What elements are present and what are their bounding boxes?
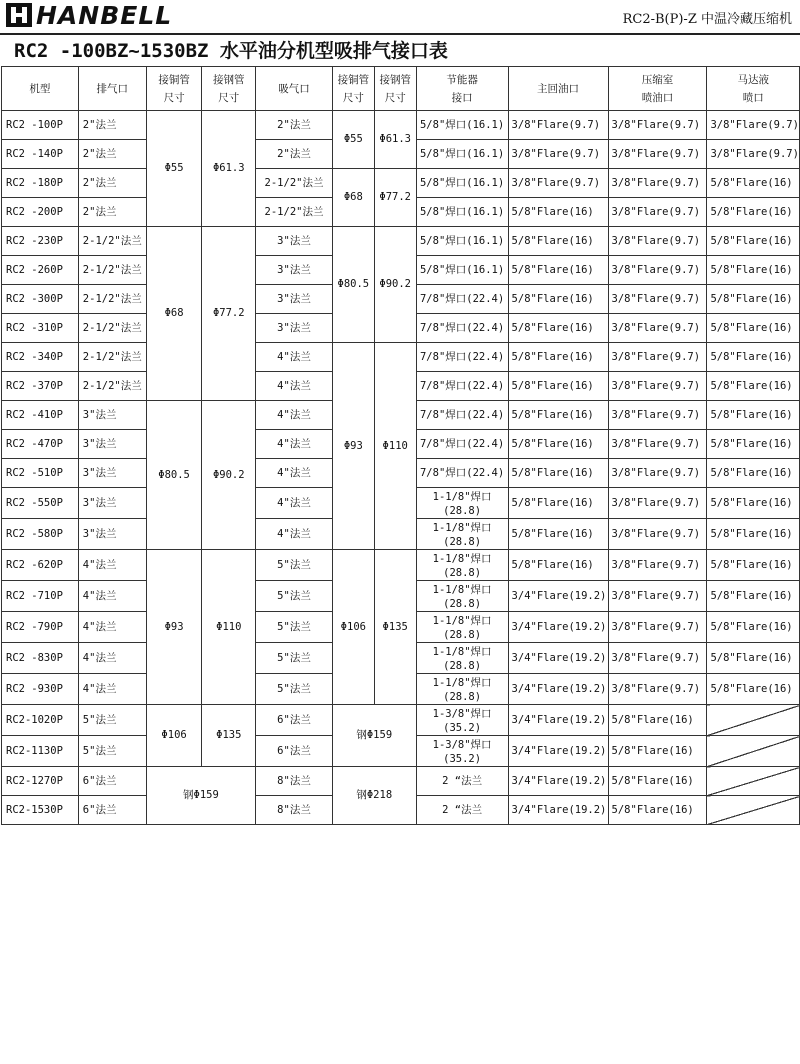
oil-inject-cell: 3/8"Flare(9.7) bbox=[608, 256, 707, 285]
suction-copper-cell: Φ68 bbox=[332, 169, 374, 227]
discharge-port-cell: 2-1/2"法兰 bbox=[78, 256, 146, 285]
discharge-steel-cell: Φ110 bbox=[202, 550, 256, 705]
oil-inject-cell: 3/8"Flare(9.7) bbox=[608, 372, 707, 401]
model-cell: RC2 -370P bbox=[2, 372, 79, 401]
oil-inject-cell: 3/8"Flare(9.7) bbox=[608, 612, 707, 643]
discharge-port-cell: 4"法兰 bbox=[78, 674, 146, 705]
suction-port-cell: 6"法兰 bbox=[256, 736, 333, 767]
discharge-port-cell: 2"法兰 bbox=[78, 140, 146, 169]
economizer-cell: 1-1/8"焊口 (28.8) bbox=[416, 674, 508, 705]
model-cell: RC2 -300P bbox=[2, 285, 79, 314]
oil-inject-cell: 5/8"Flare(16) bbox=[608, 796, 707, 825]
motor-liquid-cell: 3/8"Flare(9.7) bbox=[707, 140, 800, 169]
table-row bbox=[2, 111, 800, 140]
motor-liquid-cell: 5/8"Flare(16) bbox=[707, 643, 800, 674]
model-cell: RC2 -710P bbox=[2, 581, 79, 612]
economizer-cell: 5/8"焊口(16.1) bbox=[416, 198, 508, 227]
motor-liquid-cell: 5/8"Flare(16) bbox=[707, 519, 800, 550]
model-cell: RC2 -550P bbox=[2, 488, 79, 519]
connection-table bbox=[1, 66, 800, 825]
model-cell: RC2 -580P bbox=[2, 519, 79, 550]
economizer-cell: 2 “法兰 bbox=[416, 767, 508, 796]
model-cell: RC2 -310P bbox=[2, 314, 79, 343]
oil-inject-cell: 3/8"Flare(9.7) bbox=[608, 459, 707, 488]
discharge-port-cell: 2-1/2"法兰 bbox=[78, 227, 146, 256]
oil-return-cell: 5/8"Flare(16) bbox=[508, 519, 608, 550]
oil-inject-cell: 3/8"Flare(9.7) bbox=[608, 430, 707, 459]
discharge-port-cell: 2"法兰 bbox=[78, 111, 146, 140]
oil-return-cell: 5/8"Flare(16) bbox=[508, 227, 608, 256]
economizer-cell: 5/8"焊口(16.1) bbox=[416, 140, 508, 169]
oil-return-cell: 5/8"Flare(16) bbox=[508, 488, 608, 519]
hanbell-logo-icon bbox=[6, 3, 32, 27]
table-row bbox=[2, 227, 800, 256]
motor-liquid-cell: 5/8"Flare(16) bbox=[707, 581, 800, 612]
discharge-port-cell: 6"法兰 bbox=[78, 796, 146, 825]
discharge-copper-cell: Φ93 bbox=[146, 550, 202, 705]
discharge-port-cell: 4"法兰 bbox=[78, 612, 146, 643]
table-row bbox=[2, 550, 800, 581]
motor-liquid-empty-cell bbox=[707, 767, 800, 796]
economizer-cell: 5/8"焊口(16.1) bbox=[416, 227, 508, 256]
oil-inject-cell: 3/8"Flare(9.7) bbox=[608, 674, 707, 705]
table-row bbox=[2, 169, 800, 198]
model-cell: RC2-1130P bbox=[2, 736, 79, 767]
model-cell: RC2 -410P bbox=[2, 401, 79, 430]
oil-return-cell: 3/8"Flare(9.7) bbox=[508, 169, 608, 198]
motor-liquid-cell: 5/8"Flare(16) bbox=[707, 401, 800, 430]
economizer-cell: 2 “法兰 bbox=[416, 796, 508, 825]
motor-liquid-cell: 5/8"Flare(16) bbox=[707, 198, 800, 227]
oil-return-cell: 5/8"Flare(16) bbox=[508, 285, 608, 314]
header-row bbox=[2, 67, 800, 111]
oil-inject-cell: 3/8"Flare(9.7) bbox=[608, 140, 707, 169]
page-title: RC2 -100BZ~1530BZ 水平油分机型吸排气接口表 bbox=[14, 40, 448, 62]
model-cell: RC2 -260P bbox=[2, 256, 79, 285]
suction-steel-cell: Φ90.2 bbox=[374, 227, 416, 343]
table-body bbox=[2, 67, 800, 825]
discharge-port-cell: 5"法兰 bbox=[78, 705, 146, 736]
suction-steel-cell: Φ135 bbox=[374, 550, 416, 705]
oil-return-cell: 5/8"Flare(16) bbox=[508, 459, 608, 488]
discharge-steel-merged-cell: 钢Φ159 bbox=[146, 767, 255, 825]
header-economizer: 节能器 接口 bbox=[416, 67, 508, 111]
oil-inject-cell: 3/8"Flare(9.7) bbox=[608, 550, 707, 581]
motor-liquid-cell: 5/8"Flare(16) bbox=[707, 256, 800, 285]
oil-inject-cell: 5/8"Flare(16) bbox=[608, 736, 707, 767]
discharge-copper-cell: Φ106 bbox=[146, 705, 202, 767]
oil-return-cell: 5/8"Flare(16) bbox=[508, 550, 608, 581]
motor-liquid-cell: 5/8"Flare(16) bbox=[707, 285, 800, 314]
oil-inject-cell: 3/8"Flare(9.7) bbox=[608, 285, 707, 314]
oil-return-cell: 3/4"Flare(19.2) bbox=[508, 736, 608, 767]
economizer-cell: 7/8"焊口(22.4) bbox=[416, 343, 508, 372]
suction-port-cell: 2"法兰 bbox=[256, 111, 333, 140]
discharge-port-cell: 4"法兰 bbox=[78, 643, 146, 674]
discharge-steel-cell: Φ77.2 bbox=[202, 227, 256, 401]
economizer-cell: 7/8"焊口(22.4) bbox=[416, 401, 508, 430]
table-row bbox=[2, 343, 800, 372]
discharge-port-cell: 3"法兰 bbox=[78, 401, 146, 430]
discharge-port-cell: 5"法兰 bbox=[78, 736, 146, 767]
suction-port-cell: 4"法兰 bbox=[256, 372, 333, 401]
suction-port-cell: 4"法兰 bbox=[256, 519, 333, 550]
oil-return-cell: 5/8"Flare(16) bbox=[508, 401, 608, 430]
header-oil-inject: 压缩室 喷油口 bbox=[608, 67, 707, 111]
economizer-cell: 1-1/8"焊口 (28.8) bbox=[416, 643, 508, 674]
discharge-port-cell: 3"法兰 bbox=[78, 488, 146, 519]
table-row bbox=[2, 767, 800, 796]
oil-inject-cell: 3/8"Flare(9.7) bbox=[608, 227, 707, 256]
model-cell: RC2 -790P bbox=[2, 612, 79, 643]
oil-inject-cell: 5/8"Flare(16) bbox=[608, 705, 707, 736]
discharge-port-cell: 4"法兰 bbox=[78, 581, 146, 612]
suction-port-cell: 4"法兰 bbox=[256, 459, 333, 488]
discharge-port-cell: 3"法兰 bbox=[78, 459, 146, 488]
suction-steel-merged-cell: 钢Φ159 bbox=[332, 705, 416, 767]
oil-return-cell: 5/8"Flare(16) bbox=[508, 256, 608, 285]
economizer-cell: 5/8"焊口(16.1) bbox=[416, 169, 508, 198]
brand-name: HANBELL bbox=[36, 0, 173, 30]
suction-port-cell: 5"法兰 bbox=[256, 643, 333, 674]
economizer-cell: 1-1/8"焊口 (28.8) bbox=[416, 581, 508, 612]
model-cell: RC2 -180P bbox=[2, 169, 79, 198]
header-divider bbox=[0, 33, 800, 35]
economizer-cell: 7/8"焊口(22.4) bbox=[416, 285, 508, 314]
discharge-port-cell: 3"法兰 bbox=[78, 430, 146, 459]
header-model: 机型 bbox=[2, 67, 79, 111]
suction-copper-cell: Φ106 bbox=[332, 550, 374, 705]
model-cell: RC2-1020P bbox=[2, 705, 79, 736]
motor-liquid-cell: 5/8"Flare(16) bbox=[707, 459, 800, 488]
suction-port-cell: 3"法兰 bbox=[256, 227, 333, 256]
suction-port-cell: 5"法兰 bbox=[256, 612, 333, 643]
suction-port-cell: 4"法兰 bbox=[256, 488, 333, 519]
discharge-port-cell: 6"法兰 bbox=[78, 767, 146, 796]
discharge-copper-cell: Φ80.5 bbox=[146, 401, 202, 550]
motor-liquid-cell: 5/8"Flare(16) bbox=[707, 227, 800, 256]
model-cell: RC2 -620P bbox=[2, 550, 79, 581]
suction-steel-merged-cell: 钢Φ218 bbox=[332, 767, 416, 825]
economizer-cell: 1-3/8"焊口 (35.2) bbox=[416, 705, 508, 736]
suction-port-cell: 5"法兰 bbox=[256, 550, 333, 581]
header-oil-return: 主回油口 bbox=[508, 67, 608, 111]
suction-copper-cell: Φ80.5 bbox=[332, 227, 374, 343]
model-cell: RC2 -930P bbox=[2, 674, 79, 705]
model-cell: RC2-1270P bbox=[2, 767, 79, 796]
table-row bbox=[2, 705, 800, 736]
discharge-port-cell: 4"法兰 bbox=[78, 550, 146, 581]
economizer-cell: 1-1/8"焊口 (28.8) bbox=[416, 612, 508, 643]
header-suction-steel: 接钢管 尺寸 bbox=[374, 67, 416, 111]
oil-inject-cell: 3/8"Flare(9.7) bbox=[608, 401, 707, 430]
suction-port-cell: 2-1/2"法兰 bbox=[256, 198, 333, 227]
economizer-cell: 5/8"焊口(16.1) bbox=[416, 111, 508, 140]
model-cell: RC2 -510P bbox=[2, 459, 79, 488]
header-motor-liquid: 马达液 喷口 bbox=[707, 67, 800, 111]
suction-port-cell: 3"法兰 bbox=[256, 285, 333, 314]
oil-return-cell: 3/4"Flare(19.2) bbox=[508, 705, 608, 736]
model-cell: RC2 -470P bbox=[2, 430, 79, 459]
oil-inject-cell: 3/8"Flare(9.7) bbox=[608, 111, 707, 140]
oil-inject-cell: 3/8"Flare(9.7) bbox=[608, 198, 707, 227]
oil-return-cell: 3/4"Flare(19.2) bbox=[508, 674, 608, 705]
oil-return-cell: 5/8"Flare(16) bbox=[508, 372, 608, 401]
header-discharge: 排气口 bbox=[78, 67, 146, 111]
oil-return-cell: 5/8"Flare(16) bbox=[508, 314, 608, 343]
discharge-port-cell: 3"法兰 bbox=[78, 519, 146, 550]
motor-liquid-cell: 5/8"Flare(16) bbox=[707, 169, 800, 198]
discharge-port-cell: 2"法兰 bbox=[78, 198, 146, 227]
discharge-steel-cell: Φ61.3 bbox=[202, 111, 256, 227]
model-cell: RC2 -340P bbox=[2, 343, 79, 372]
motor-liquid-cell: 5/8"Flare(16) bbox=[707, 550, 800, 581]
economizer-cell: 7/8"焊口(22.4) bbox=[416, 314, 508, 343]
hanbell-logo bbox=[6, 2, 172, 28]
model-cell: RC2 -140P bbox=[2, 140, 79, 169]
discharge-port-cell: 2-1/2"法兰 bbox=[78, 285, 146, 314]
suction-steel-cell: Φ110 bbox=[374, 343, 416, 550]
suction-port-cell: 8"法兰 bbox=[256, 796, 333, 825]
motor-liquid-cell: 5/8"Flare(16) bbox=[707, 314, 800, 343]
header-suction-copper: 接铜管 尺寸 bbox=[332, 67, 374, 111]
header-suction: 吸气口 bbox=[256, 67, 333, 111]
suction-copper-cell: Φ93 bbox=[332, 343, 374, 550]
economizer-cell: 7/8"焊口(22.4) bbox=[416, 459, 508, 488]
oil-inject-cell: 5/8"Flare(16) bbox=[608, 767, 707, 796]
model-cell: RC2-1530P bbox=[2, 796, 79, 825]
oil-inject-cell: 3/8"Flare(9.7) bbox=[608, 519, 707, 550]
suction-port-cell: 8"法兰 bbox=[256, 767, 333, 796]
suction-port-cell: 4"法兰 bbox=[256, 430, 333, 459]
motor-liquid-cell: 5/8"Flare(16) bbox=[707, 674, 800, 705]
oil-return-cell: 5/8"Flare(16) bbox=[508, 343, 608, 372]
economizer-cell: 7/8"焊口(22.4) bbox=[416, 372, 508, 401]
motor-liquid-empty-cell bbox=[707, 705, 800, 736]
oil-return-cell: 3/4"Flare(19.2) bbox=[508, 643, 608, 674]
header-discharge-steel: 接钢管 尺寸 bbox=[202, 67, 256, 111]
suction-port-cell: 2-1/2"法兰 bbox=[256, 169, 333, 198]
motor-liquid-empty-cell bbox=[707, 736, 800, 767]
oil-return-cell: 3/4"Flare(19.2) bbox=[508, 796, 608, 825]
discharge-port-cell: 2-1/2"法兰 bbox=[78, 314, 146, 343]
suction-port-cell: 5"法兰 bbox=[256, 581, 333, 612]
economizer-cell: 1-1/8"焊口 (28.8) bbox=[416, 519, 508, 550]
motor-liquid-cell: 5/8"Flare(16) bbox=[707, 372, 800, 401]
suction-port-cell: 3"法兰 bbox=[256, 314, 333, 343]
motor-liquid-cell: 5/8"Flare(16) bbox=[707, 612, 800, 643]
oil-return-cell: 5/8"Flare(16) bbox=[508, 198, 608, 227]
suction-port-cell: 5"法兰 bbox=[256, 674, 333, 705]
oil-inject-cell: 3/8"Flare(9.7) bbox=[608, 314, 707, 343]
discharge-steel-cell: Φ135 bbox=[202, 705, 256, 767]
oil-return-cell: 3/4"Flare(19.2) bbox=[508, 581, 608, 612]
oil-inject-cell: 3/8"Flare(9.7) bbox=[608, 169, 707, 198]
motor-liquid-cell: 5/8"Flare(16) bbox=[707, 343, 800, 372]
model-cell: RC2 -830P bbox=[2, 643, 79, 674]
economizer-cell: 1-1/8"焊口 (28.8) bbox=[416, 488, 508, 519]
suction-port-cell: 3"法兰 bbox=[256, 256, 333, 285]
oil-return-cell: 3/8"Flare(9.7) bbox=[508, 140, 608, 169]
model-cell: RC2 -230P bbox=[2, 227, 79, 256]
discharge-port-cell: 2"法兰 bbox=[78, 169, 146, 198]
discharge-port-cell: 2-1/2"法兰 bbox=[78, 372, 146, 401]
discharge-port-cell: 2-1/2"法兰 bbox=[78, 343, 146, 372]
header-discharge-copper: 接铜管 尺寸 bbox=[146, 67, 202, 111]
suction-steel-cell: Φ61.3 bbox=[374, 111, 416, 169]
oil-return-cell: 3/4"Flare(19.2) bbox=[508, 612, 608, 643]
oil-return-cell: 3/8"Flare(9.7) bbox=[508, 111, 608, 140]
suction-copper-cell: Φ55 bbox=[332, 111, 374, 169]
suction-port-cell: 4"法兰 bbox=[256, 401, 333, 430]
suction-port-cell: 6"法兰 bbox=[256, 705, 333, 736]
motor-liquid-empty-cell bbox=[707, 796, 800, 825]
discharge-copper-cell: Φ55 bbox=[146, 111, 202, 227]
economizer-cell: 1-3/8"焊口 (35.2) bbox=[416, 736, 508, 767]
oil-inject-cell: 3/8"Flare(9.7) bbox=[608, 581, 707, 612]
motor-liquid-cell: 5/8"Flare(16) bbox=[707, 488, 800, 519]
suction-port-cell: 4"法兰 bbox=[256, 343, 333, 372]
document-code: RC2-B(P)-Z 中温冷藏压缩机 bbox=[622, 12, 792, 27]
model-cell: RC2 -100P bbox=[2, 111, 79, 140]
oil-inject-cell: 3/8"Flare(9.7) bbox=[608, 643, 707, 674]
model-cell: RC2 -200P bbox=[2, 198, 79, 227]
economizer-cell: 7/8"焊口(22.4) bbox=[416, 430, 508, 459]
motor-liquid-cell: 5/8"Flare(16) bbox=[707, 430, 800, 459]
suction-port-cell: 2"法兰 bbox=[256, 140, 333, 169]
suction-steel-cell: Φ77.2 bbox=[374, 169, 416, 227]
discharge-steel-cell: Φ90.2 bbox=[202, 401, 256, 550]
motor-liquid-cell: 3/8"Flare(9.7) bbox=[707, 111, 800, 140]
oil-inject-cell: 3/8"Flare(9.7) bbox=[608, 488, 707, 519]
economizer-cell: 1-1/8"焊口 (28.8) bbox=[416, 550, 508, 581]
oil-inject-cell: 3/8"Flare(9.7) bbox=[608, 343, 707, 372]
oil-return-cell: 3/4"Flare(19.2) bbox=[508, 767, 608, 796]
oil-return-cell: 5/8"Flare(16) bbox=[508, 430, 608, 459]
economizer-cell: 5/8"焊口(16.1) bbox=[416, 256, 508, 285]
discharge-copper-cell: Φ68 bbox=[146, 227, 202, 401]
